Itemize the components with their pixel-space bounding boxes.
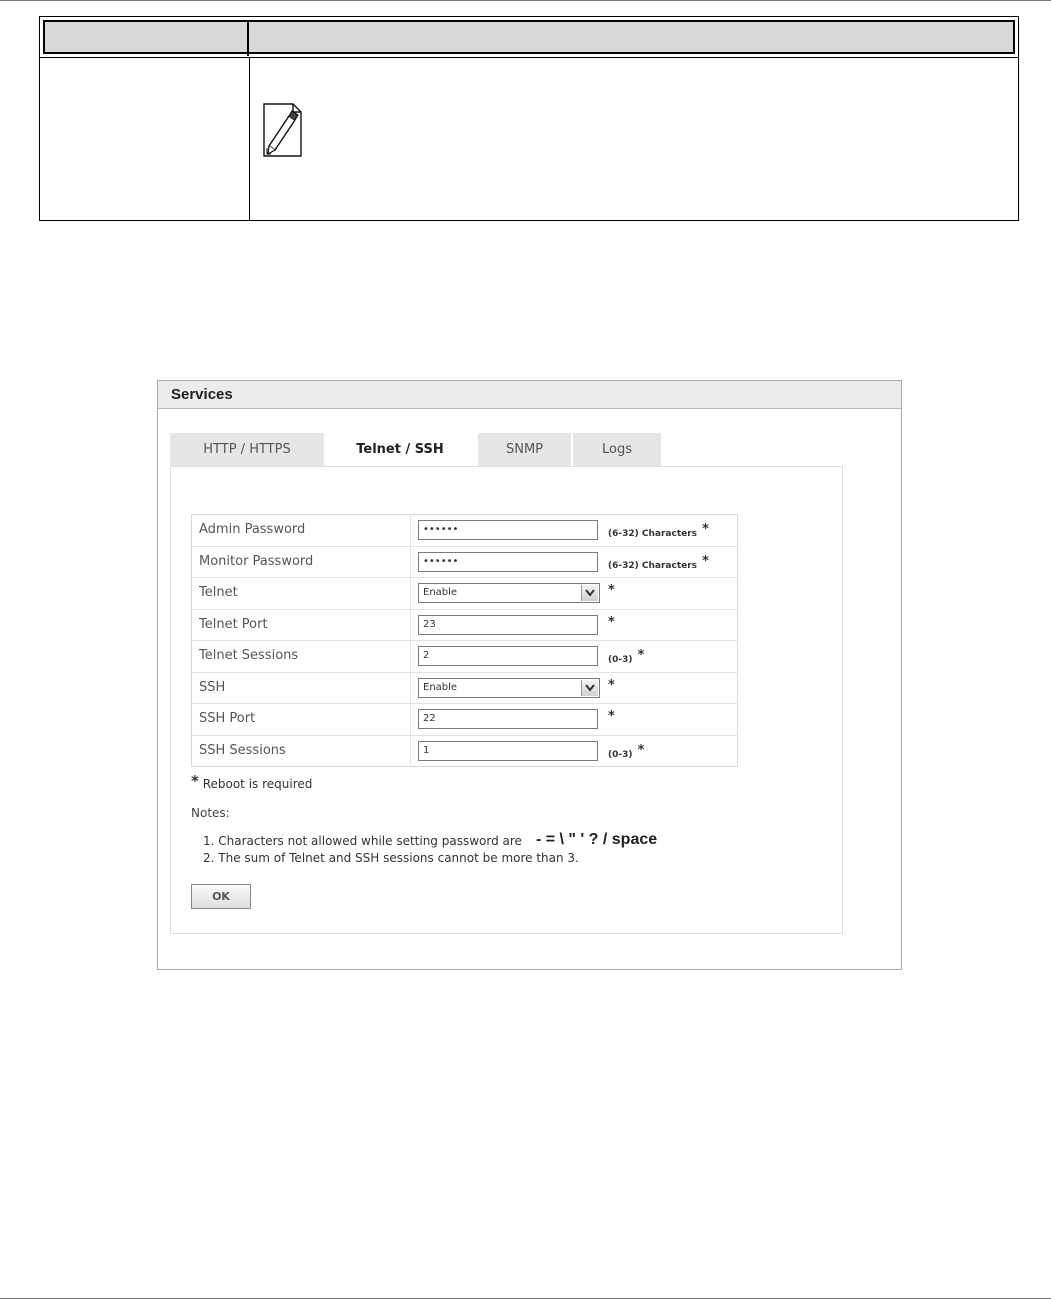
required-mark: * xyxy=(608,709,615,724)
required-mark: * xyxy=(637,742,645,758)
form-col-divider xyxy=(410,704,411,735)
note-1-text: 1. Characters not allowed while setting password are xyxy=(203,834,522,848)
tab-telnet-ssh[interactable]: Telnet / SSH xyxy=(324,433,476,467)
form-row-monitor-password xyxy=(192,547,737,579)
form-row-telnet-sessions xyxy=(192,641,737,673)
document-table-header-fill xyxy=(43,20,1015,54)
tab-snmp[interactable]: SNMP xyxy=(478,433,571,466)
required-mark: * xyxy=(637,648,645,663)
required-mark: * xyxy=(608,677,615,693)
ssh-port-label: SSH Port xyxy=(199,711,256,726)
ssh-sessions-hint xyxy=(608,742,645,761)
ssh-select-value: Enable xyxy=(423,681,458,693)
required-mark: * xyxy=(608,614,615,630)
telnet-port-label: Telnet Port xyxy=(199,616,268,632)
reboot-note xyxy=(191,774,312,792)
panel-title: Services xyxy=(171,386,233,403)
form-row-ssh-port xyxy=(192,704,737,736)
required-mark: * xyxy=(702,553,709,569)
monitor-password-hint-text: (6-32) Characters xyxy=(608,560,698,571)
ssh-label: SSH xyxy=(199,679,226,695)
note-1-disallowed-chars: - = \ " ' ? / space xyxy=(535,831,658,848)
form-row-telnet-port xyxy=(192,610,737,642)
document-table-body-divider xyxy=(249,58,250,221)
telnet-select-value: Enable xyxy=(423,587,458,598)
document-table xyxy=(39,16,1019,221)
admin-password-input[interactable]: •••••• xyxy=(418,520,598,540)
required-mark: * xyxy=(702,522,709,537)
ssh-sessions-input[interactable]: 1 xyxy=(418,741,598,761)
form-row-ssh-sessions xyxy=(192,736,737,767)
form-col-divider xyxy=(410,578,411,609)
admin-password-label: Admin Password xyxy=(199,522,306,537)
note-1 xyxy=(203,832,657,850)
form-col-divider xyxy=(410,641,411,672)
form-col-divider xyxy=(410,610,411,641)
admin-password-hint xyxy=(608,522,709,540)
monitor-password-label: Monitor Password xyxy=(199,553,314,569)
panel-header xyxy=(158,381,901,409)
top-rule xyxy=(0,0,1051,1)
telnet-port-input[interactable]: 23 xyxy=(418,615,598,635)
document-table-header-divider xyxy=(247,20,249,56)
ssh-port-input[interactable]: 22 xyxy=(418,709,598,729)
reboot-star: * xyxy=(191,772,199,790)
form-col-divider xyxy=(410,673,411,704)
form-col-divider xyxy=(410,736,411,767)
ok-button[interactable]: OK xyxy=(191,884,251,909)
telnet-label: Telnet xyxy=(199,585,238,600)
note-2: 2. The sum of Telnet and SSH sessions cannot be more than 3. xyxy=(203,851,579,865)
services-panel xyxy=(157,380,902,970)
required-mark: * xyxy=(608,583,615,598)
monitor-password-hint xyxy=(608,553,709,572)
bottom-rule xyxy=(0,1298,1051,1299)
form-row-admin-password xyxy=(192,515,737,547)
chevron-down-icon[interactable] xyxy=(581,585,598,601)
tab-logs[interactable]: Logs xyxy=(573,433,661,466)
monitor-password-input[interactable]: •••••• xyxy=(418,552,598,572)
ssh-sessions-label: SSH Sessions xyxy=(199,742,286,758)
form-row-ssh xyxy=(192,673,737,705)
chevron-down-icon[interactable] xyxy=(581,680,598,696)
ssh-sessions-hint-text: (0-3) xyxy=(608,749,633,760)
notes-title: Notes: xyxy=(191,806,230,820)
ssh-select[interactable] xyxy=(418,678,600,698)
form-col-divider xyxy=(410,515,411,546)
form-col-divider xyxy=(410,547,411,578)
document-table-body xyxy=(39,58,1019,221)
telnet-sessions-input[interactable]: 2 xyxy=(418,646,598,666)
reboot-text: Reboot is required xyxy=(202,777,313,791)
form-row-telnet xyxy=(192,578,737,610)
telnet-sessions-hint-text: (0-3) xyxy=(608,655,633,665)
telnet-sessions-hint xyxy=(608,648,645,666)
telnet-ssh-form xyxy=(191,514,738,767)
tab-http-https[interactable]: HTTP / HTTPS xyxy=(170,433,324,466)
telnet-select[interactable] xyxy=(418,583,600,603)
telnet-sessions-label: Telnet Sessions xyxy=(199,648,299,663)
document-table-header xyxy=(39,16,1019,58)
note-pencil-icon xyxy=(261,102,315,160)
admin-password-hint-text: (6-32) Characters xyxy=(608,529,698,539)
